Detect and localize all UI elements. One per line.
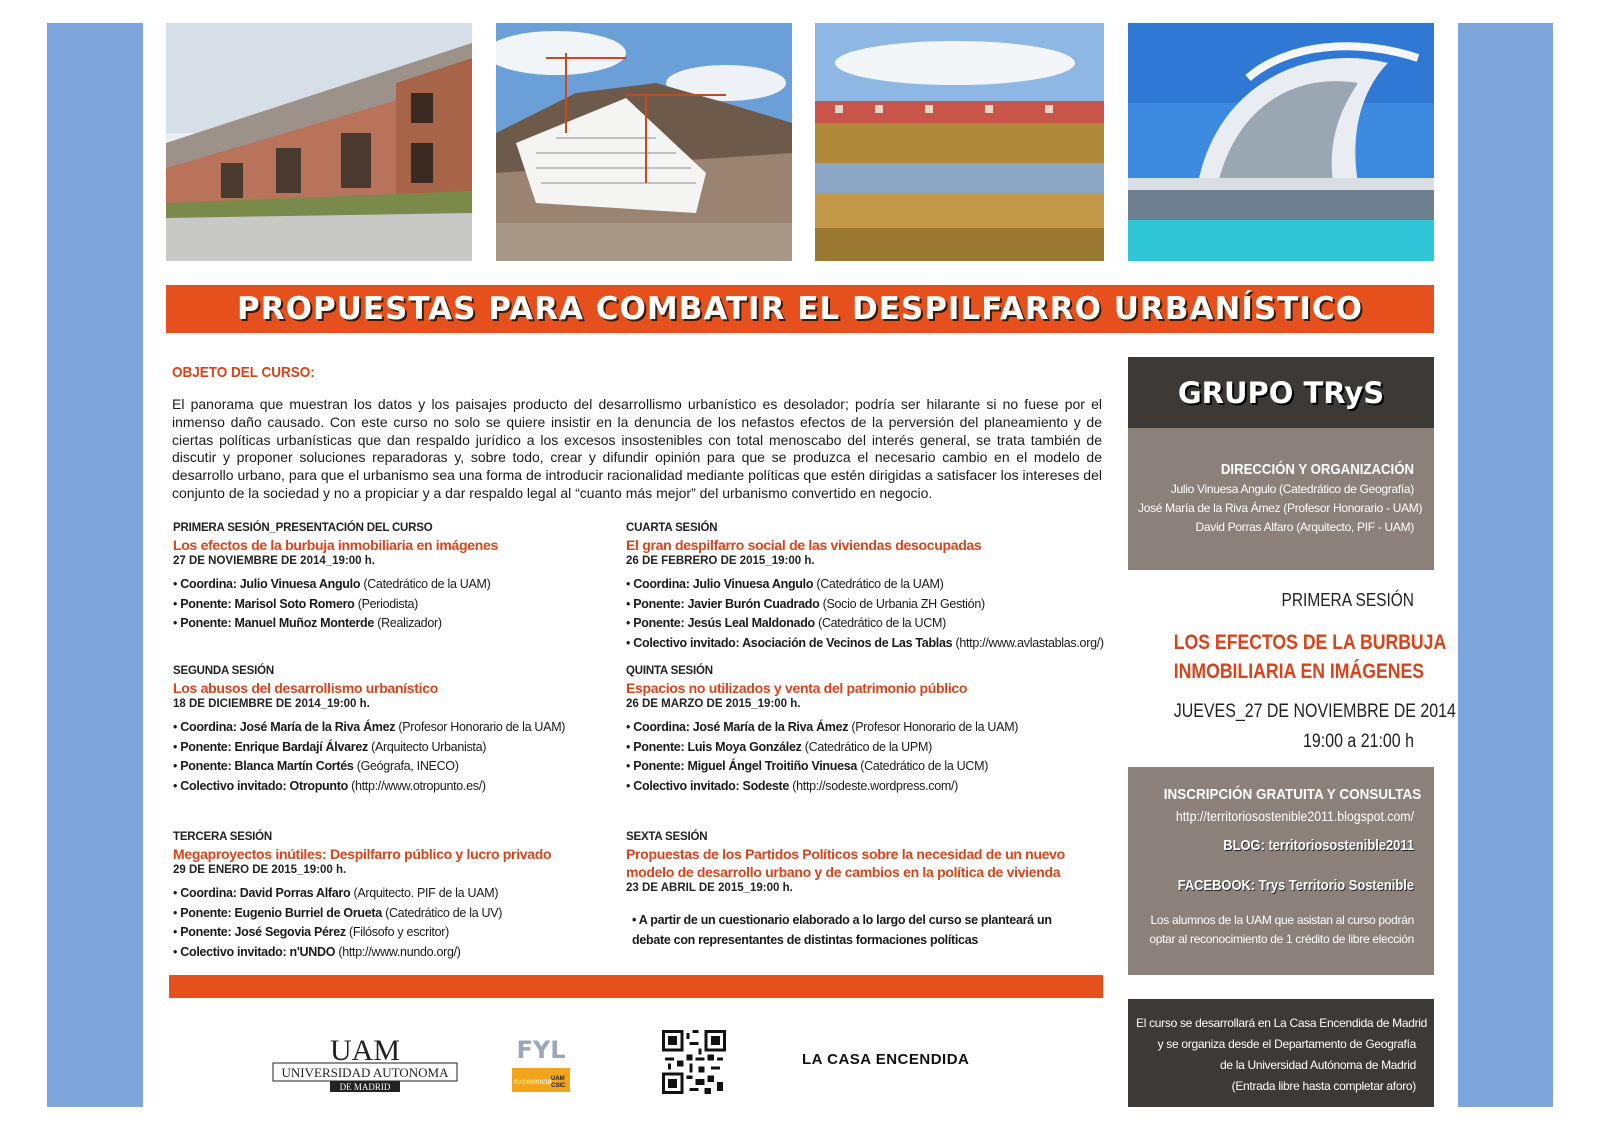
session-block-6 xyxy=(626,830,1066,950)
fyl-logo-text: FYL xyxy=(516,1036,566,1064)
casa-encendida-logo: LA CASA ENCENDIDA xyxy=(802,1051,970,1068)
session-person: • Ponente: Luis Moya González (Catedrático de la UPM) xyxy=(626,739,932,754)
session-person: • Colectivo invitado: Asociación de Vecinos de Las Tablas (http://www.avlastablas.org/) xyxy=(626,635,1104,650)
unfinished-hotel-photo xyxy=(496,23,792,261)
direccion-heading: DIRECCIÓN Y ORGANIZACIÓN xyxy=(1220,461,1414,478)
direccion-box xyxy=(1128,428,1434,570)
left-blue-band xyxy=(47,23,143,1107)
session-block-4 xyxy=(626,521,1106,653)
session-title: El gran despilfarro social de las viviendas desocupadas xyxy=(626,537,982,553)
session-person: • Colectivo invitado: Otropunto (http://www.otropunto.es/) xyxy=(173,778,486,793)
session-block-2 xyxy=(173,664,653,796)
right-blue-band xyxy=(1458,23,1553,1107)
fyl-logo-tag1: UAM xyxy=(551,1076,565,1082)
fyl-logo-tag2: CSIC xyxy=(551,1083,566,1089)
venue-line: de la Universidad Autónoma de Madrid xyxy=(1220,1058,1416,1072)
session-person: • Ponente: Manuel Muñoz Monterde (Realizador) xyxy=(173,616,442,630)
session-date: 23 DE ABRIL DE 2015_19:00 h. xyxy=(626,882,793,894)
session-date: 26 DE MARZO DE 2015_19:00 h. xyxy=(626,698,801,710)
uam-logo-short: UAM xyxy=(329,1034,401,1067)
credit-note: Los alumnos de la UAM que asistan al curso podrán optar al reconocimiento de 1 crédito de libre elección xyxy=(1149,913,1414,946)
first-session-datetime: JUEVES_27 DE NOVIEMBRE DE 2014 19:00 a 21:00 h xyxy=(1173,701,1456,752)
session-label: SEXTA SESIÓN xyxy=(626,831,708,843)
session-title: Los efectos de la burbuja inmobiliaria en imágenes xyxy=(173,537,498,553)
session-label: QUINTA SESIÓN xyxy=(626,665,713,677)
session-person: • Ponente: Miguel Ángel Troitiño Vinuesa (Catedrático de la UCM) xyxy=(626,759,989,773)
wetland-photo xyxy=(815,23,1104,261)
objeto-description: El panorama que muestran los datos y los paisajes producto del desarrollismo urbanístico es desolador; podría ser hilarante si no fuese por el inmenso daño causado. Con este curso no solo se quiere insistir en la denuncia de los nefastos efectos de la perversión del planeamiento y de ciertas políticas urbanísticas que dan respaldo jurídico a los excesos insostenibles con total menoscabo del interés general, se trata también de discutir y proponer soluciones reparadoras y, sobre todo, crear y difundir opinión para que se produzca el necesario cambio en el modelo de desarrollo urbano, para que el urbanismo sea una forma de introducir racionalidad mediante políticas que estén dirigidas a satisfacer los intereses del conjunto de la sociedad y no a propiciar y a dar respaldo legal al “cuanto más mejor” del urbanismo convertido en negocio. xyxy=(172,396,1102,501)
session-label: CUARTA SESIÓN xyxy=(626,522,718,534)
main-title-banner xyxy=(166,285,1434,333)
session-title: Megaproyectos inútiles: Despilfarro público y lucro privado xyxy=(173,846,552,862)
session-person: • Ponente: Blanca Martín Cortés (Geógrafa, INECO) xyxy=(173,759,459,773)
session-label: SEGUNDA SESIÓN xyxy=(173,665,274,677)
session-date: 26 DE FEBRERO DE 2015_19:00 h. xyxy=(626,555,815,567)
first-session-title: LOS EFECTOS DE LA BURBUJA INMOBILIARIA EN IMÁGENES xyxy=(1173,631,1447,683)
session-label: PRIMERA SESIÓN_PRESENTACIÓN DEL CURSO xyxy=(173,522,433,534)
session-person: • Coordina: José María de la Riva Ámez (Profesor Honorario de la UAM) xyxy=(626,720,1019,734)
session-person: • Ponente: Javier Burón Cuadrado (Socio de Urbania ZH Gestión) xyxy=(626,596,985,611)
inscripcion-heading: INSCRIPCIÓN GRATUITA Y CONSULTAS xyxy=(1163,786,1422,803)
session-person: • Ponente: José Segovia Pérez (Filósofo y escritor) xyxy=(173,925,449,939)
session-date: 29 DE ENERO DE 2015_19:00 h. xyxy=(173,864,347,876)
direccion-item: Julio Vinuesa Angulo (Catedrático de Geografía) xyxy=(1170,482,1414,496)
uam-logo-city: DE MADRID xyxy=(339,1082,391,1092)
session-date: 18 DE DICIEMBRE DE 2014_19:00 h. xyxy=(173,698,370,710)
uam-logo-name: UNIVERSIDAD AUTONOMA xyxy=(281,1065,449,1080)
group-name: GRUPO TRyS xyxy=(1177,375,1385,410)
valencia-arts-center-photo xyxy=(1128,23,1434,261)
session-person: • Ponente: Marisol Soto Romero (Periodista) xyxy=(173,596,419,611)
session-block-3 xyxy=(173,830,653,962)
session-person: • Ponente: Eugenio Burriel de Orueta (Catedrático de la UV) xyxy=(173,905,503,920)
venue-info-box xyxy=(1128,999,1434,1107)
fyl-logo xyxy=(508,1028,574,1094)
inscripcion-box xyxy=(1128,767,1434,975)
objeto-heading: OBJETO DEL CURSO: xyxy=(172,364,315,381)
facebook-link[interactable]: FACEBOOK: Trys Territorio Sostenible xyxy=(1177,877,1414,894)
venue-line: El curso se desarrollará en La Casa Encendida de Madrid xyxy=(1136,1016,1428,1030)
fyl-logo-sub: excelencia xyxy=(514,1077,552,1086)
abandoned-houses-photo xyxy=(166,23,472,261)
session-date: 27 DE NOVIEMBRE DE 2014_19:00 h. xyxy=(173,555,375,567)
session-title: Propuestas de los Partidos Políticos sobre la necesidad de un nuevo modelo de desarrollo urbano y de cambios en la política de vivienda xyxy=(626,846,1065,880)
session-person: • Coordina: David Porras Alfaro (Arquitecto. PIF de la UAM) xyxy=(173,886,499,900)
direccion-item: José María de la Riva Ámez (Profesor Honorario - UAM) xyxy=(1138,501,1423,515)
page-title: PROPUESTAS PARA COMBATIR EL DESPILFARRO URBANÍSTICO xyxy=(237,291,1363,327)
session-person: • Coordina: José María de la Riva Ámez (Profesor Honorario de la UAM) xyxy=(173,720,566,734)
session-person: • Colectivo invitado: Sodeste (http://sodeste.wordpress.com/) xyxy=(626,778,959,793)
inscripcion-url-link[interactable]: http://territoriosostenible2011.blogspot.com/ xyxy=(1175,808,1414,824)
session-block-5 xyxy=(626,664,1106,796)
session-title: Espacios no utilizados y venta del patrimonio público xyxy=(626,680,968,696)
session-label: TERCERA SESIÓN xyxy=(173,831,273,843)
qr-code[interactable] xyxy=(662,1030,726,1094)
bottom-orange-bar xyxy=(169,975,1103,998)
uam-logo xyxy=(272,1030,458,1092)
venue-line: y se organiza desde el Departamento de Geografía xyxy=(1157,1037,1416,1051)
session-block-1 xyxy=(173,521,653,634)
session-person: • Coordina: Julio Vinuesa Angulo (Catedrático de la UAM) xyxy=(626,577,944,591)
group-header xyxy=(1128,357,1434,428)
venue-line: (Entrada libre hasta completar aforo) xyxy=(1231,1079,1416,1093)
session-person: • Ponente: Jesús Leal Maldonado (Catedrático de la UCM) xyxy=(626,616,946,630)
first-session-label: PRIMERA SESIÓN xyxy=(1281,590,1414,610)
direccion-item: David Porras Alfaro (Arquitecto, PIF - UAM) xyxy=(1195,520,1414,534)
session-title: Los abusos del desarrollismo urbanístico xyxy=(173,680,438,696)
session-person: • Coordina: Julio Vinuesa Angulo (Catedrático de la UAM) xyxy=(173,577,491,591)
blog-link[interactable]: BLOG: territoriosostenible2011 xyxy=(1223,837,1414,854)
session-person: • Colectivo invitado: n'UNDO (http://www.nundo.org/) xyxy=(173,944,461,959)
session-note: • A partir de un cuestionario elaborado a lo largo del curso se planteará un debate con representantes de distintas formaciones políticas xyxy=(632,913,1052,947)
session-person: • Ponente: Enrique Bardají Álvarez (Arquitecto Urbanista) xyxy=(173,739,487,754)
